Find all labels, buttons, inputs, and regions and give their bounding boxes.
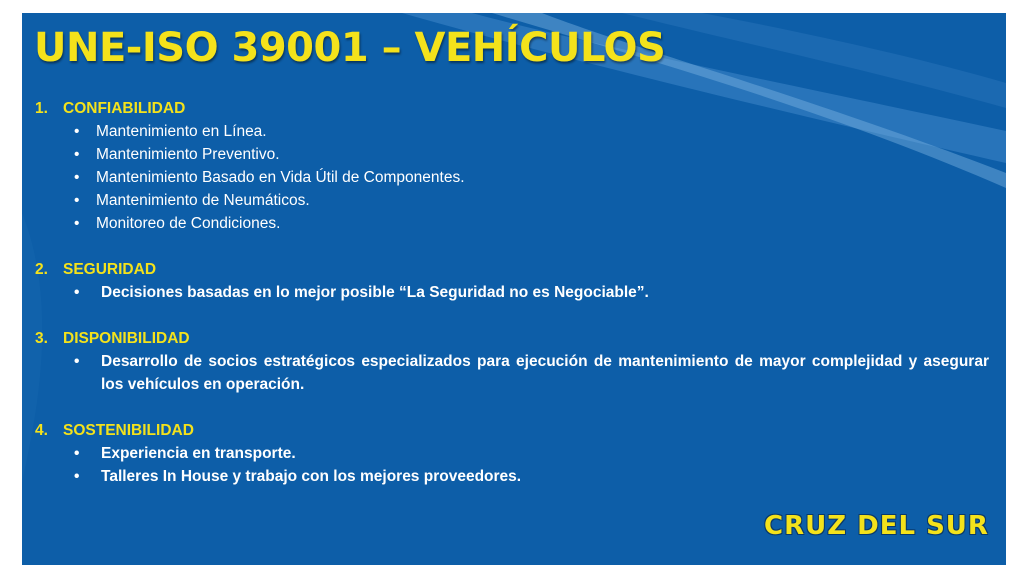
list-item-text: Mantenimiento Preventivo. — [96, 146, 280, 163]
section-title: CONFIABILIDAD — [63, 100, 186, 117]
section-confiabilidad — [35, 97, 989, 235]
bullet-icon: • — [74, 353, 80, 370]
bullet-list — [35, 442, 989, 488]
section-title: DISPONIBILIDAD — [63, 330, 190, 347]
bottom-strip — [0, 565, 1024, 576]
section-number: 2. — [35, 261, 48, 278]
list-item — [35, 189, 989, 212]
list-item — [35, 465, 989, 488]
bullet-icon: • — [74, 215, 80, 232]
bullet-list — [35, 281, 989, 304]
list-item-text: Talleres In House y trabajo con los mejores proveedores. — [101, 468, 522, 485]
cruz-del-sur-logo: CRUZ DEL SUR — [764, 511, 989, 541]
section-heading — [35, 327, 989, 350]
bullet-icon: • — [74, 468, 80, 485]
section-heading — [35, 258, 989, 281]
slide-title: UNE-ISO 39001 – VEHÍCULOS — [34, 25, 666, 71]
list-item-text: Decisiones basadas en lo mejor posible “La Seguridad no es Negociable”. — [101, 284, 649, 301]
bullet-list — [35, 120, 989, 235]
list-item-text: Mantenimiento en Línea. — [96, 123, 267, 140]
bullet-icon: • — [74, 123, 80, 140]
section-heading — [35, 419, 989, 442]
content-list — [35, 97, 989, 488]
list-item-text: Desarrollo de socios estratégicos especializados para ejecución de mantenimiento de mayor complejidad y asegurar los vehículos en operación. — [101, 353, 989, 393]
bullet-icon: • — [74, 169, 80, 186]
list-item — [35, 166, 989, 189]
bullet-icon: • — [74, 192, 80, 209]
bullet-icon: • — [74, 284, 80, 301]
list-item — [35, 120, 989, 143]
list-item-text: Mantenimiento de Neumáticos. — [96, 192, 310, 209]
bullet-list — [35, 350, 989, 396]
list-item-text: Experiencia en transporte. — [101, 445, 296, 462]
list-item-text: Mantenimiento Basado en Vida Útil de Componentes. — [96, 169, 465, 186]
section-title: SOSTENIBILIDAD — [63, 422, 194, 439]
slide — [22, 13, 1006, 565]
section-number: 3. — [35, 330, 48, 347]
section-seguridad — [35, 258, 989, 304]
section-title: SEGURIDAD — [63, 261, 157, 278]
list-item — [35, 281, 989, 304]
section-sostenibilidad — [35, 419, 989, 488]
list-item — [35, 143, 989, 166]
section-disponibilidad — [35, 327, 989, 396]
list-item — [35, 350, 989, 396]
section-number: 1. — [35, 100, 48, 117]
list-item — [35, 442, 989, 465]
section-number: 4. — [35, 422, 48, 439]
list-item-text: Monitoreo de Condiciones. — [96, 215, 281, 232]
bullet-icon: • — [74, 445, 80, 462]
section-heading — [35, 97, 989, 120]
bullet-icon: • — [74, 146, 80, 163]
list-item — [35, 212, 989, 235]
